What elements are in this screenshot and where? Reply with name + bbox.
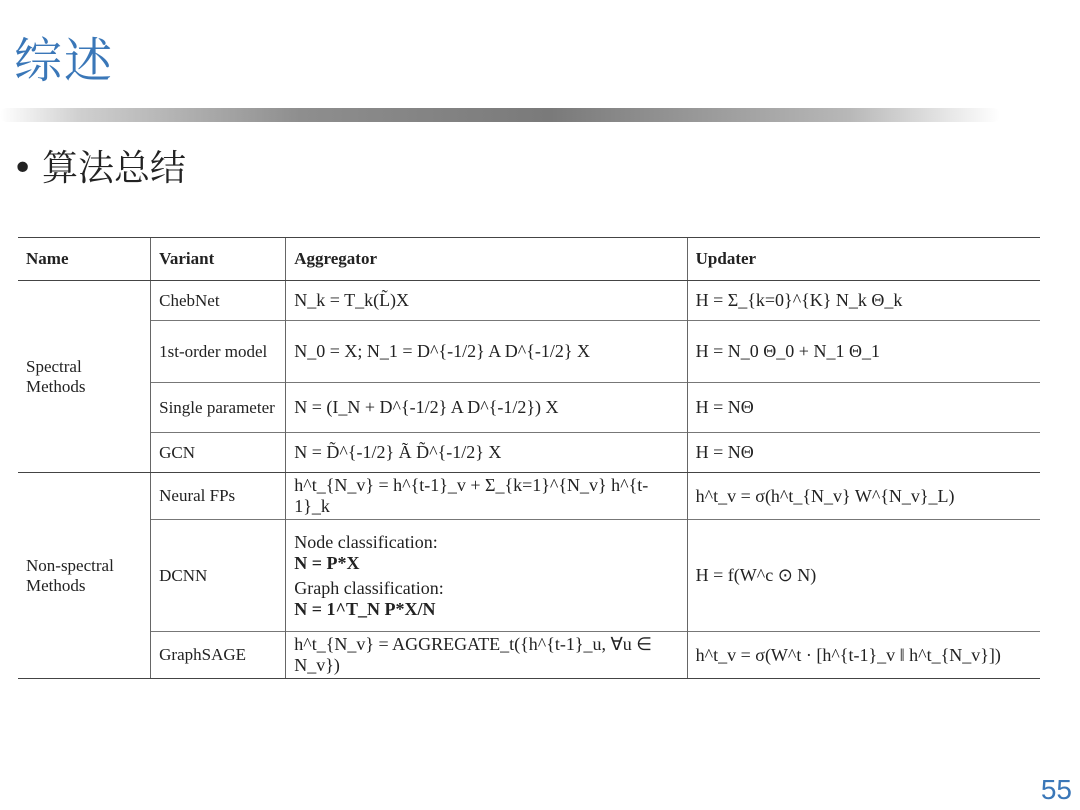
aggregator-line: Graph classification: xyxy=(294,577,444,598)
table-row xyxy=(18,321,1040,383)
updater-text: H = f(W^c ⊙ N) xyxy=(695,565,817,585)
aggregator-text: N = (I_N + D^{-1/2} A D^{-1/2}) X xyxy=(294,397,559,417)
aggregator-cell xyxy=(286,473,687,520)
updater-text: H = N_0 Θ_0 + N_1 Θ_1 xyxy=(695,341,880,361)
bullet-text: 算法总结 xyxy=(42,148,187,189)
variant-cell: DCNN xyxy=(151,520,286,632)
page-number: 55 xyxy=(1040,774,1072,805)
table-row xyxy=(18,281,1040,321)
updater-cell xyxy=(687,473,1040,520)
updater-text: h^t_v = σ(h^t_{N_v} W^{N_v}_L) xyxy=(695,485,955,506)
table-header-row xyxy=(18,238,1040,281)
updater-text: h^t_v = σ(W^t · [h^{t-1}_v ‖ h^t_{N_v}]) xyxy=(695,644,1001,665)
group-name-spectral: Spectral Methods xyxy=(18,281,151,473)
aggregator-line: N = 1^T_N P*X/N xyxy=(294,598,436,619)
variant-cell: Single parameter xyxy=(151,383,286,433)
updater-text: H = NΘ xyxy=(695,397,754,417)
updater-cell xyxy=(687,632,1040,679)
table-row xyxy=(18,383,1040,433)
table-row xyxy=(18,520,1040,632)
aggregator-cell xyxy=(286,520,687,632)
variant-cell: GCN xyxy=(151,433,286,473)
aggregator-line: Node classification: xyxy=(294,531,438,552)
group-name-nonspectral: Non-spectral Methods xyxy=(18,473,151,679)
aggregator-text: h^t_{N_v} = AGGREGATE_t({h^{t-1}_u, ∀u ∈ N_v}) xyxy=(294,634,652,675)
updater-text: H = Σ_{k=0}^{K} N_k Θ_k xyxy=(695,290,903,310)
updater-cell xyxy=(687,520,1040,632)
aggregator-cell xyxy=(286,281,687,321)
table-row xyxy=(18,632,1040,679)
variant-cell: GraphSAGE xyxy=(151,632,286,679)
variant-cell: Neural FPs xyxy=(151,473,286,520)
aggregator-text: N_k = T_k(L̃)X xyxy=(294,290,410,310)
aggregator-cell xyxy=(286,632,687,679)
slide-title: 综述 xyxy=(14,33,115,89)
algorithm-summary-table xyxy=(18,237,1040,679)
table-row xyxy=(18,473,1040,520)
updater-cell xyxy=(687,383,1040,433)
table-row xyxy=(18,433,1040,473)
aggregator-cell xyxy=(286,321,687,383)
aggregator-text: N = D̃^{-1/2} Ã D̃^{-1/2} X xyxy=(294,442,502,462)
aggregator-text: h^t_{N_v} = h^{t-1}_v + Σ_{k=1}^{N_v} h^{t-1}_k xyxy=(294,475,649,516)
updater-cell xyxy=(687,321,1040,383)
aggregator-cell xyxy=(286,383,687,433)
variant-cell: 1st-order model xyxy=(151,321,286,383)
updater-cell xyxy=(687,433,1040,473)
aggregator-cell xyxy=(286,433,687,473)
bullet-dot: • xyxy=(12,148,34,189)
aggregator-text: N_0 = X; N_1 = D^{-1/2} A D^{-1/2} X xyxy=(294,341,591,361)
title-divider xyxy=(0,108,1000,122)
variant-cell: ChebNet xyxy=(151,281,286,321)
updater-cell xyxy=(687,281,1040,321)
bullet-item xyxy=(12,140,186,191)
updater-text: H = NΘ xyxy=(695,442,754,462)
header-name: Name xyxy=(18,238,151,281)
aggregator-line: N = P*X xyxy=(294,552,360,573)
header-aggregator: Aggregator xyxy=(286,238,687,281)
header-variant: Variant xyxy=(151,238,286,281)
header-updater: Updater xyxy=(687,238,1040,281)
